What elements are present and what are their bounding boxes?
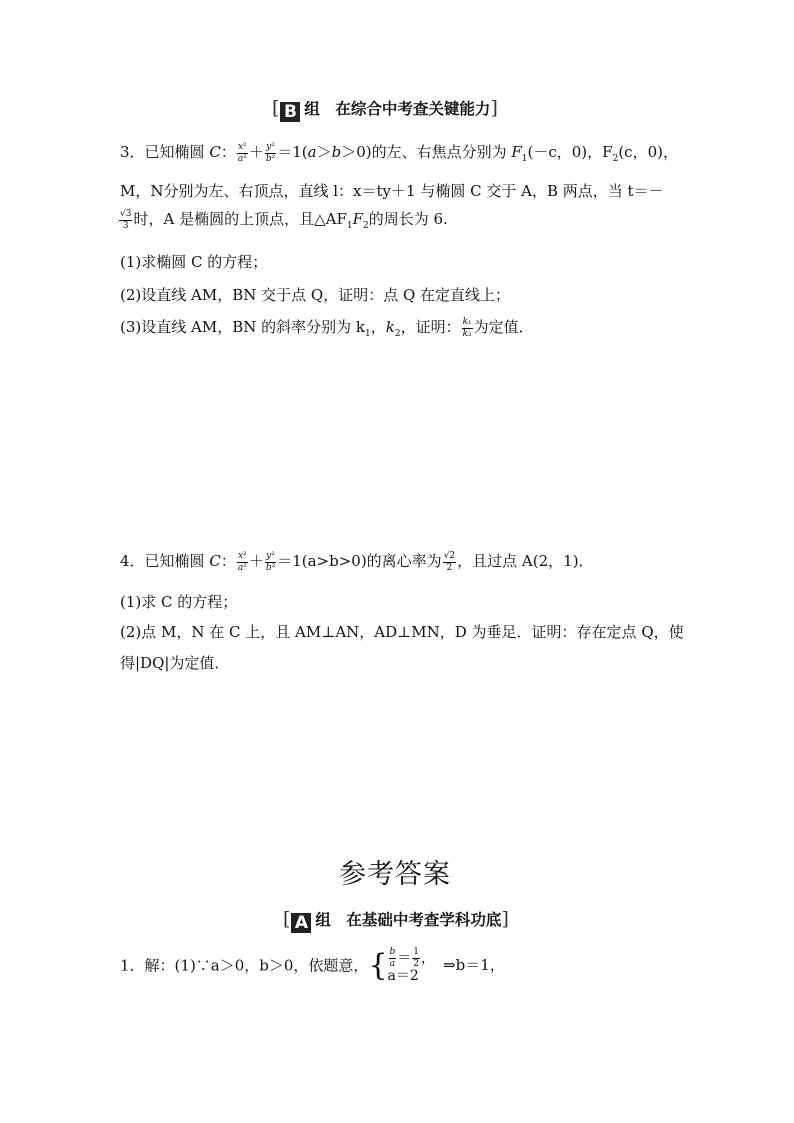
answer-1-line: 1．解：(1)∵a＞0，b＞0，依题意，{ $\frac{b}{a}$ ＝ $\frac{1}{2}$ ， a＝2 ⇒b＝1， — [120, 947, 505, 984]
problem-3-line-3: $\frac{√3}{3}$ 时，A 是椭圆的上顶点，且$\triangle AF_1F_2$的周长为 6. — [120, 208, 448, 231]
problem-3-line-1: 3．已知椭圆 C： $\frac{\text{x²}}{\text{a²}}$ ＋ $\frac{\text{y²}}{\text{b²}}$ ＝1(a＞b＞0)的左、右焦点分别为 $F_1(-c$，0)，$F_2(c$，0)， — [120, 141, 678, 164]
problem-4-q2-cont: 得|DQ|为定值． — [120, 654, 230, 672]
section-b-header: [ B 组 在综合中考查关键能力] — [272, 97, 498, 122]
problem-4-q1: (1)求 C 的方程； — [120, 593, 238, 611]
section-a-header: [ A 组 在基础中考查学科功底] — [283, 908, 509, 933]
section-a-title: 组 在基础中考查学科功底 — [315, 911, 502, 929]
problem-3-line-2: M，N分别为左、右顶点，直线 l：x＝ty＋1 与椭圆 C 交于 A，B 两点，当 t＝－ — [120, 182, 664, 200]
problem-4-line-1: 4．已知椭圆 C： $\frac{\text{x²}}{\text{a²}}$ ＋ $\frac{\text{y²}}{\text{b²}}$ ＝1(a>b>0)的离心率为 $\frac{√2}{2}$ ，且过点 A(2，1)． — [120, 550, 594, 573]
problem-3-q3: (3)设直线 AM，BN 的斜率分别为 $k_1$，$k_2$，证明： $\frac{\text{k₁}}{\text{k₂}}$ 为定值． — [120, 316, 534, 339]
problem-3-q1: (1)求椭圆 C 的方程； — [120, 253, 268, 271]
section-b-title: 组 在综合中考查关键能力 — [304, 100, 491, 118]
problem-3-q2: (2)设直线 AM，BN 交于点 Q，证明：点 Q 在定直线上； — [120, 286, 511, 304]
section-b-badge: B — [280, 102, 300, 122]
problem-4-q2: (2)点 M，N 在 C 上，且 AM⊥AN，AD⊥MN，D 为垂足．证明：存在定点 Q，使 — [120, 623, 684, 641]
section-a-badge: A — [291, 913, 311, 933]
answers-title: 参考答案 — [339, 859, 451, 890]
